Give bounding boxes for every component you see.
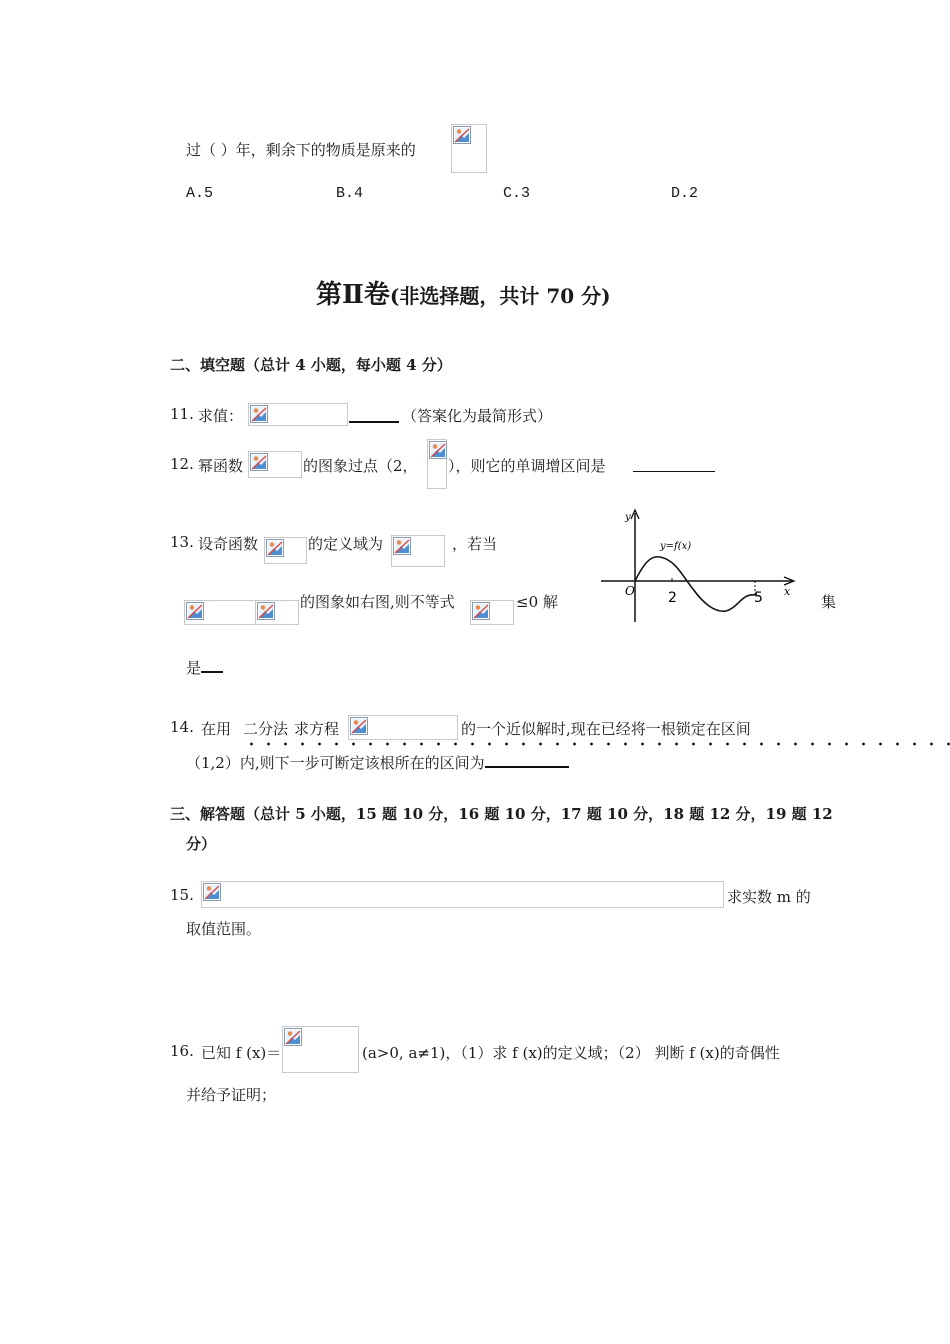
formula-image xyxy=(470,600,514,625)
q12-answer-blank xyxy=(633,457,715,476)
tick-label-5: 5 xyxy=(754,590,763,606)
formula-image xyxy=(201,881,724,908)
option-a: A.5 xyxy=(186,185,214,202)
q13-line2-post: ≤0 解 xyxy=(516,593,558,611)
section3-heading-cont: 分） xyxy=(186,835,217,853)
option-c: C.3 xyxy=(503,185,531,202)
q13-line3-text: 是 xyxy=(186,659,202,677)
q16-line2: 并给予证明； xyxy=(186,1086,277,1104)
formula-image xyxy=(184,600,256,625)
q13-line2-tail: 集 xyxy=(821,593,837,611)
q11-post: （答案化为最简形式） xyxy=(402,407,553,425)
broken-image-icon xyxy=(472,602,490,620)
q15-number: 15. xyxy=(170,886,194,904)
q12-mid: 的图象过点（2， xyxy=(303,457,418,475)
broken-image-icon xyxy=(350,717,368,735)
q15-line2: 取值范围。 xyxy=(186,920,262,938)
broken-image-icon xyxy=(453,126,471,144)
q14-line2-text: （1,2）内,则下一步可断定该根所在的区间为 xyxy=(186,754,485,772)
q13-mid: 的定义域为 xyxy=(308,535,384,553)
q13-line3 xyxy=(186,657,223,678)
broken-image-icon xyxy=(429,441,447,459)
function-graph xyxy=(598,505,798,627)
formula-image xyxy=(248,451,302,478)
origin-label: O xyxy=(625,584,635,598)
q13-post: ，若当 xyxy=(452,535,498,553)
broken-image-icon xyxy=(393,537,411,555)
broken-image-icon xyxy=(250,405,268,423)
part2-title-sub: (非选择题，共计 70 分) xyxy=(389,284,611,308)
formula-image xyxy=(282,1026,359,1073)
formula-image xyxy=(255,600,299,625)
part2-title xyxy=(316,274,611,311)
q14-mid: 求方程 xyxy=(294,720,340,738)
broken-image-icon xyxy=(203,883,221,901)
broken-image-icon xyxy=(284,1028,302,1046)
q13-pre: 设奇函数 xyxy=(198,535,259,553)
curve-label: y=f(x) xyxy=(660,541,692,552)
broken-image-icon xyxy=(266,539,284,557)
tick-label-2: 2 xyxy=(668,590,677,606)
q11-number: 11. xyxy=(170,405,194,423)
x-axis-label: x xyxy=(784,585,791,598)
q16-post: (a>0, a≠1)，（1）求 f (x)的定义域；（2） 判断 f (x)的奇偶性 xyxy=(362,1044,780,1062)
q11-answer-blank xyxy=(349,407,399,427)
q14-pre: 在用 xyxy=(201,720,232,738)
q16-number: 16. xyxy=(170,1042,194,1060)
q11-pre: 求值： xyxy=(198,407,244,425)
formula-image xyxy=(264,537,307,564)
formula-image xyxy=(451,124,487,173)
q12-post: ），则它的单调增区间是 xyxy=(448,457,606,475)
part2-title-main: 第Ⅱ卷 xyxy=(316,280,390,310)
formula-image xyxy=(248,403,348,426)
broken-image-icon xyxy=(257,602,275,620)
q14-post: 的一个近似解时,现在已经将一根锁定在区间 xyxy=(461,720,751,738)
broken-image-icon xyxy=(186,602,204,620)
formula-image xyxy=(348,715,458,740)
q14-emphasis: 二分法 xyxy=(243,718,950,739)
q15-post: 求实数 m 的 xyxy=(727,888,811,906)
q13-line2-mid: 的图象如右图,则不等式 xyxy=(300,593,455,611)
formula-image xyxy=(427,439,447,489)
q14-number: 14. xyxy=(170,718,194,736)
q10-text: 过（ ）年，剩余下的物质是原来的 xyxy=(186,141,416,159)
q14-line2 xyxy=(186,752,569,773)
q12-pre: 幂函数 xyxy=(198,457,244,475)
section2-heading: 二、填空题（总计 4 小题，每小题 4 分） xyxy=(170,356,452,374)
option-b: B.4 xyxy=(336,185,364,202)
option-d: D.2 xyxy=(671,185,699,202)
formula-image xyxy=(391,535,445,567)
q13-number: 13. xyxy=(170,533,194,551)
function-curve xyxy=(635,557,755,612)
broken-image-icon xyxy=(250,453,268,471)
q16-pre: 已知 f (x)＝ xyxy=(201,1044,282,1062)
q12-number: 12. xyxy=(170,455,194,473)
y-axis-label: y xyxy=(625,512,631,523)
section3-heading: 三、解答题（总计 5 小题，15 题 10 分，16 题 10 分，17 题 10 分，18 题 12 分，19 题 12 xyxy=(170,805,833,823)
